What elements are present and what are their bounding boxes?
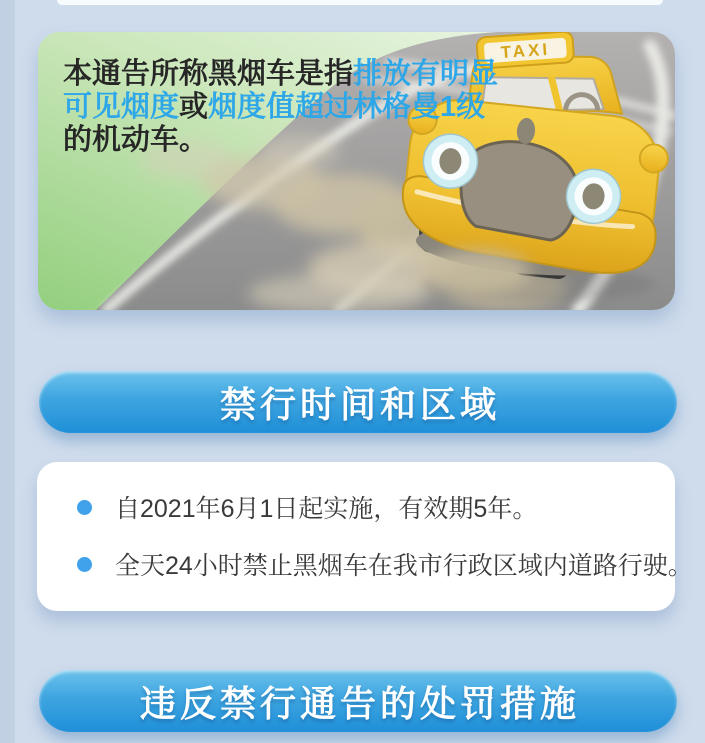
section-banner-penalty-measures: [39, 670, 677, 732]
rules-card: [37, 462, 693, 611]
definition-text-segment: 或: [179, 91, 209, 123]
section-banner-label: 禁行时间和区域: [219, 383, 500, 425]
rule-text: 全天24小时禁止黑烟车在我市行政区域内道路行驶。: [115, 552, 693, 580]
definition-card: [38, 32, 675, 310]
section-banner-ban-time-area: [39, 371, 677, 433]
exhaust-smoke-front: [421, 250, 531, 294]
definition-text: [63, 58, 505, 157]
taxi-sign-text: TAXI: [500, 39, 551, 63]
definition-text-segment: 的机动车。: [63, 124, 209, 156]
bullet-icon: [77, 500, 92, 515]
previous-card-edge: [57, 0, 663, 5]
definition-text-highlight: 排放有明显可见烟度: [63, 58, 499, 123]
definition-text-highlight: 烟度值超过林格曼1级: [208, 91, 486, 123]
list-item: [77, 549, 693, 580]
rule-text: 自2021年6月1日起实施，有效期5年。: [115, 495, 538, 523]
list-item: [77, 492, 657, 522]
bullet-icon: [77, 557, 92, 572]
section-banner-label: 违反禁行通告的处罚措施: [139, 682, 580, 724]
definition-text-segment: 本通告所称黑烟车是指: [63, 58, 354, 90]
